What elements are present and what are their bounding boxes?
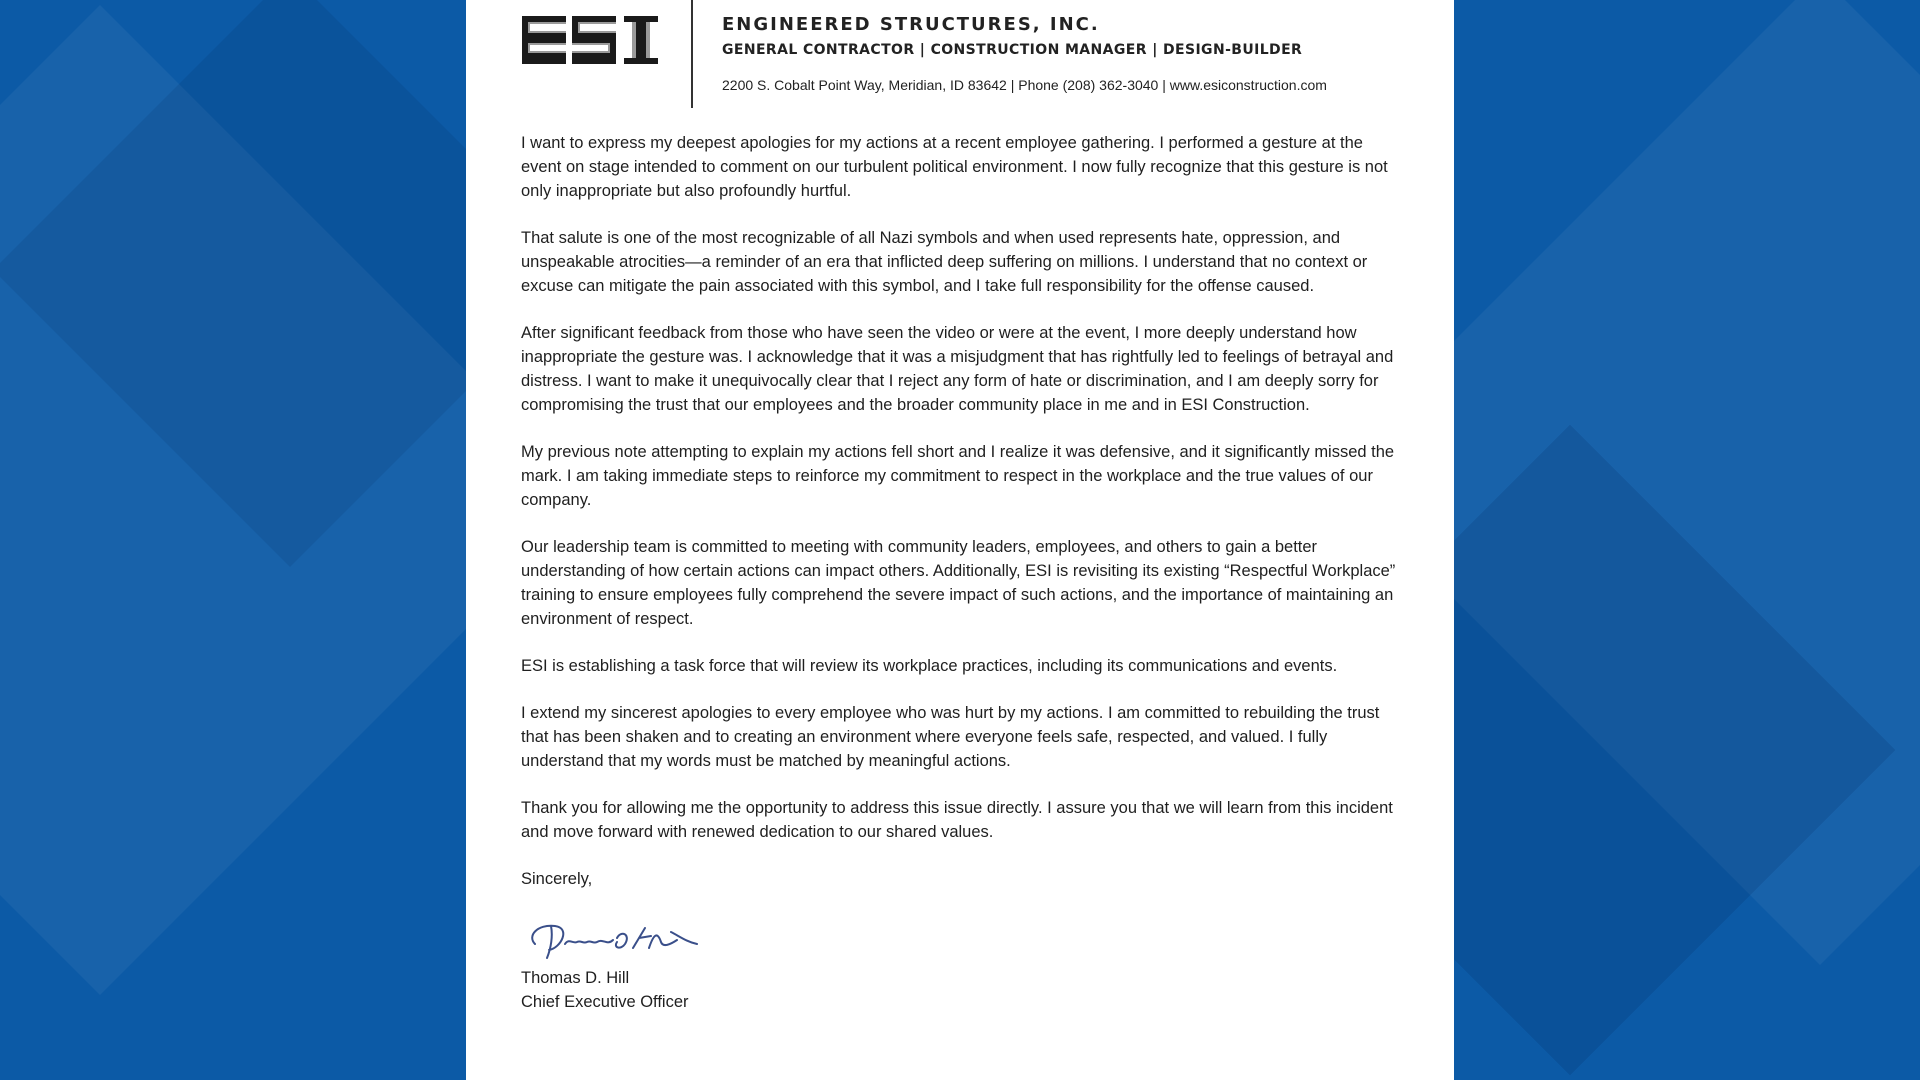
paragraph: I extend my sincerest apologies to every employee who was hurt by my actions. I am committed to rebuilding the trust that has been shaken and to creating an environment where everyone feels safe, respected, and valued. I fully understand that my words must be matched by meaningful actions.: [521, 704, 1380, 770]
closing: Sincerely,: [521, 870, 593, 888]
signer-name: Thomas D. Hill: [521, 969, 630, 987]
paragraph: That salute is one of the most recognizable of all Nazi symbols and when used represents hate, oppression, and unspeakable atrocities—a reminder of an era that inflicted deep suffering on millions. I understand that no context or excuse can mitigate the pain associated with this symbol, and I take full responsibility for the offense caused.: [521, 229, 1368, 295]
company-address: 2200 S. Cobalt Point Way, Meridian, ID 83642 | Phone (208) 362-3040 | www.esiconstruction.com: [722, 77, 1327, 93]
paragraph: ESI is establishing a task force that will review its workplace practices, including its communications and events.: [521, 657, 1338, 675]
paragraph: Thank you for allowing me the opportunity to address this issue directly. I assure you that we will learn from this incident and move forward with renewed dedication to our shared values.: [521, 799, 1393, 841]
letter-body: [521, 131, 1401, 1014]
letter-page: [466, 0, 1454, 1080]
company-name: ENGINEERED STRUCTURES, INC.: [722, 14, 1100, 35]
esi-logo-graphic: [520, 12, 662, 68]
company-tagline: GENERAL CONTRACTOR | CONSTRUCTION MANAGER | DESIGN-BUILDER: [722, 42, 1303, 58]
esi-logo: [520, 12, 662, 68]
paragraph: I want to express my deepest apologies for my actions at a recent employee gathering. I performed a gesture at the event on stage intended to comment on our turbulent political environment. I now fully recognize that this gesture is not only inappropriate but also profoundly hurtful.: [521, 134, 1388, 200]
paragraph: My previous note attempting to explain my actions fell short and I realize it was defensive, and it significantly missed the mark. I am taking immediate steps to reinforce my commitment to respect in the workplace and the true values of our company.: [521, 443, 1395, 509]
paragraph: Our leadership team is committed to meeting with community leaders, employees, and others to gain a better understanding of how certain actions can impact others. Additionally, ESI is revisiting its existing “Respectful Workplace” training to ensure employees fully comprehend the severe impact of such actions, and the importance of maintaining an environment of respect.: [521, 538, 1396, 628]
header-divider: [691, 0, 693, 108]
paragraph: After significant feedback from those who have seen the video or were at the event, I more deeply understand how inappropriate the gesture was. I acknowledge that it was a misjudgment that has rightfully led to feelings of betrayal and distress. I want to make it unequivocally clear that I reject any form of hate or discrimination, and I am deeply sorry for compromising the trust that our employees and the broader community place in me and in ESI Construction.: [521, 324, 1394, 414]
signature-icon: [521, 914, 721, 964]
signer-title: Chief Executive Officer: [521, 993, 689, 1011]
